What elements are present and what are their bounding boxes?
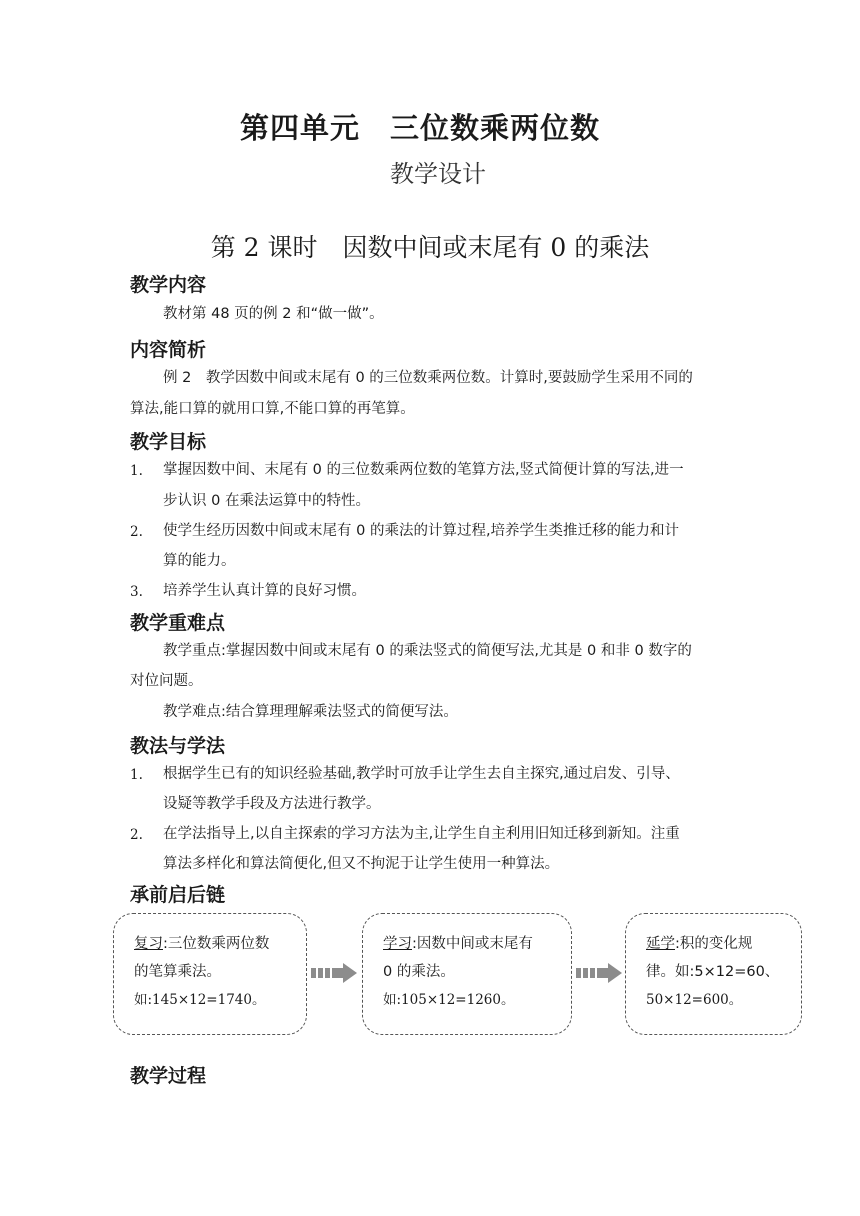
chain-box-line-2: 的笔算乘法。	[134, 964, 221, 980]
chain-arrow-icon	[311, 963, 357, 983]
lesson-title: 第 2 课时 因数中间或末尾有 0 的乘法	[210, 233, 650, 262]
summary-line-2: 算法,能口算的就用口算,不能口算的再笔算。	[130, 401, 415, 417]
section-heading-methods: 教法与学法	[130, 735, 226, 757]
chain-box-label: 学习	[383, 936, 412, 952]
chain-box-review	[113, 913, 307, 1035]
section-heading-process: 教学过程	[130, 1065, 207, 1087]
goal-item-3-line-1: 培养学生认真计算的良好习惯。	[163, 583, 366, 599]
method-item-1-line-1: 根据学生已有的知识经验基础,教学时可放手让学生去自主探究,通过启发、引导、	[163, 766, 680, 782]
method-number: 1.	[130, 767, 143, 783]
unit-title: 第四单元 三位数乘两位数	[239, 111, 600, 145]
section-heading-content: 教学内容	[130, 274, 207, 296]
chain-box-learn	[362, 913, 572, 1035]
goal-item-1-line-1: 掌握因数中间、末尾有 0 的三位数乘两位数的笔算方法,竖式简便计算的写法,进一	[163, 462, 684, 478]
chain-box-line-1: :因数中间或末尾有	[412, 936, 533, 952]
chain-box-line-1: :积的变化规	[675, 936, 753, 952]
method-item-2-line-1: 在学法指导上,以自主探索的学习方法为主,让学生自主利用旧知迁移到新知。注重	[163, 826, 680, 842]
chain-box-line-2: 0 的乘法。	[383, 964, 455, 980]
key-point-line-3: 教学难点:结合算理理解乘法竖式的简便写法。	[163, 704, 458, 720]
chain-box-line-1: :三位数乘两位数	[163, 936, 270, 952]
chain-box-line-3: 如:145×12=1740。	[134, 992, 266, 1008]
chain-arrow-icon	[576, 963, 622, 983]
section-heading-chain: 承前启后链	[130, 884, 226, 906]
method-item-1-line-2: 设疑等教学手段及方法进行教学。	[163, 796, 381, 812]
goal-number: 1.	[130, 463, 143, 479]
content-text: 教材第 48 页的例 2 和“做一做”。	[163, 306, 384, 322]
chain-box-line-2: 律。如:5×12=60、	[646, 964, 780, 980]
chain-box-label: 复习	[134, 936, 163, 952]
section-heading-summary: 内容简析	[130, 339, 207, 361]
goal-number: 3.	[130, 584, 143, 600]
goal-item-2-line-2: 算的能力。	[163, 553, 236, 569]
chain-box-label: 延学	[646, 936, 675, 952]
chain-box-extend	[625, 913, 802, 1035]
key-point-line-1: 教学重点:掌握因数中间或末尾有 0 的乘法竖式的简便写法,尤其是 0 和非 0 数字的	[163, 643, 692, 659]
goal-item-1-line-2: 步认识 0 在乘法运算中的特性。	[163, 493, 370, 509]
summary-line-1: 例 2 教学因数中间或末尾有 0 的三位数乘两位数。计算时,要鼓励学生采用不同的	[163, 370, 693, 386]
goal-number: 2.	[130, 524, 143, 540]
document-subtitle: 教学设计	[390, 160, 486, 188]
key-point-line-2: 对位问题。	[130, 673, 203, 689]
goal-item-2-line-1: 使学生经历因数中间或末尾有 0 的乘法的计算过程,培养学生类推迁移的能力和计	[163, 523, 680, 539]
method-item-2-line-2: 算法多样化和算法简便化,但又不拘泥于让学生使用一种算法。	[163, 856, 560, 872]
section-heading-goals: 教学目标	[130, 431, 207, 453]
chain-box-line-3: 如:105×12=1260。	[383, 992, 515, 1008]
method-number: 2.	[130, 827, 143, 843]
chain-box-line-3: 50×12=600。	[646, 992, 743, 1008]
section-heading-key-points: 教学重难点	[130, 612, 226, 634]
